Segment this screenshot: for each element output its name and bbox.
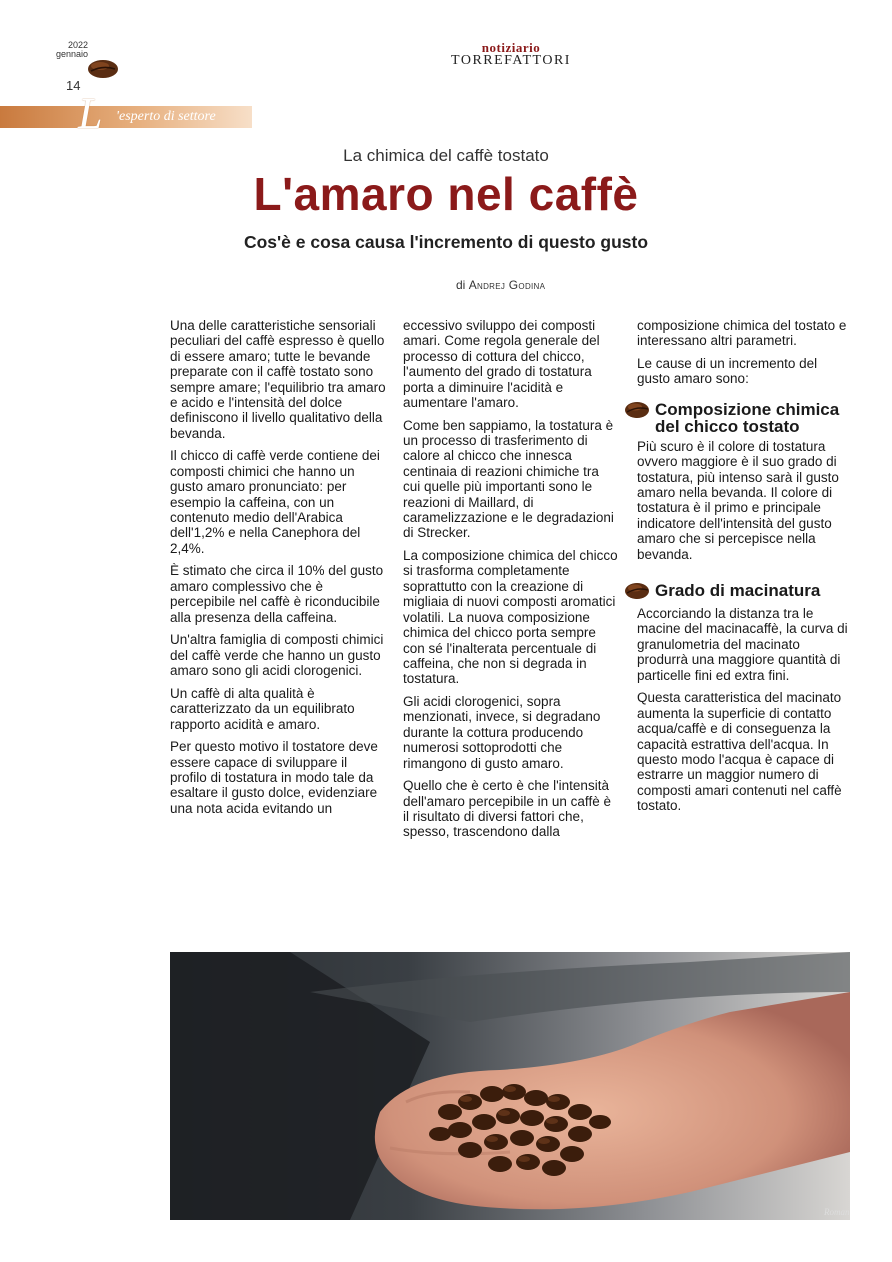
author-name: Andrej Godina bbox=[468, 278, 546, 292]
magazine-subtitle: notiziario bbox=[481, 40, 541, 55]
paragraph: eccessivo sviluppo dei composti amari. Come regola generale del processo di cottura del chicco, l'aumento del grado di tostatura porta a diminuire l'acidità e aumentare l'amaro. bbox=[403, 318, 600, 411]
article-title: L'amaro nel caffè bbox=[253, 168, 639, 220]
article-kicker: La chimica del caffè tostato bbox=[343, 146, 549, 165]
section-initial: L bbox=[78, 89, 103, 138]
section-heading-text: Grado di macinatura bbox=[655, 581, 821, 601]
coffee-bean-icon bbox=[623, 580, 653, 602]
hand-with-coffee-beans-photo bbox=[170, 952, 850, 1220]
text-column-3 bbox=[637, 318, 853, 821]
section-heading-grinding bbox=[623, 582, 853, 602]
issue-month: gennaio bbox=[55, 49, 88, 59]
paragraph: Accorciando la distanza tra le macine del macinacaffè, la curva di granulometria del macinato produrrà una maggiore quantità di particelle fini ed extra fini. bbox=[637, 606, 848, 683]
byline-prefix: di bbox=[456, 278, 466, 292]
text-column-1 bbox=[170, 318, 386, 823]
paragraph: Gli acidi clorogenici, sopra menzionati, invece, si degradano durante la cottura producendo numerosi sottoprodotti che rimangono di gusto amaro. bbox=[403, 693, 601, 771]
coffee-bean-icon bbox=[86, 58, 120, 80]
issue-year: 2022 bbox=[67, 40, 88, 50]
paragraph: Come ben sappiamo, la tostatura è un processo di trasferimento di calore al chicco che innesca centinaia di reazioni chimiche tra cui quelle più importanti sono le reazioni di Maillard, di caramelizzazione e le degradazioni di Strecker. bbox=[403, 417, 614, 541]
section-heading-composition bbox=[623, 401, 853, 435]
paragraph: Le cause di un incremento del gusto amaro sono: bbox=[637, 356, 818, 387]
magazine-name: TORREFATTORI bbox=[451, 53, 571, 68]
article-subtitle: Cos'è e cosa causa l'incremento di questo gusto bbox=[243, 232, 649, 252]
coffee-bean-icon bbox=[623, 399, 653, 421]
section-heading-text: Composizione chimica del chicco tostato bbox=[655, 399, 840, 436]
paragraph: Per questo motivo il tostatore deve essere capace di sviluppare il profilo di tostatura in modo tale da esaltare il gusto dolce, evidenziare una nota acida evitando un bbox=[170, 739, 378, 816]
paragraph: Quello che è certo è che l'intensità dell'amaro percepibile in un caffè è il risultato di diversi fattori che, spesso, trascendono dalla bbox=[403, 778, 611, 840]
paragraph: Il chicco di caffè verde contiene dei composti chimici che hanno un gusto amaro pronunciato: per esempio la caffeina, con un contenuto medio dell'Arabica dell'1,2% e nella Canephora del 2,4%. bbox=[170, 448, 380, 556]
paragraph: Un'altra famiglia di composti chimici del caffè verde che hanno un gusto amaro sono gli acidi clorogenici. bbox=[170, 632, 384, 679]
photo-credit: Roman bbox=[824, 1207, 850, 1217]
page-number: 14 bbox=[66, 78, 81, 93]
byline bbox=[456, 278, 545, 292]
paragraph: Questa caratteristica del macinato aumenta la superficie di contatto acqua/caffè e di conseguenza la capacità estrattiva dell'acqua. In questo modo l'acqua è capace di estrarre un maggior numero di composti amari contenuti nel caffè tostato. bbox=[637, 690, 842, 814]
section-label: 'esperto di settore bbox=[116, 109, 216, 124]
paragraph: Un caffè di alta qualità è caratterizzato da un equilibrato rapporto acidità e amaro. bbox=[170, 685, 355, 732]
paragraph: La composizione chimica del chicco si trasforma completamente soprattutto con la creazione di migliaia di nuovi composti aromatici volatili. La nuova composizione chimica del chicco porta sempre con sé l'inalterata percentuale di caffeina, che non si degrada in tostatura. bbox=[403, 548, 618, 687]
text-column-2 bbox=[403, 318, 619, 847]
paragraph: Una delle caratteristiche sensoriali peculiari del caffè espresso è quello di essere amaro; tutte le bevande preparate con il caffè tostato sono sempre amare; l'equilibrio tra amaro e acido e l'intensità del dolce definiscono il livello qualitativo della bevanda. bbox=[170, 318, 386, 441]
paragraph: composizione chimica del tostato e interessano altri parametri. bbox=[637, 318, 847, 349]
paragraph: Più scuro è il colore di tostatura ovvero maggiore è il suo grado di tostatura, più intenso sarà il gusto amaro nella bevanda. Il colore di tostatura è il primo e principale indicatore dell'intensità del gusto amaro che si percepisce nella bevanda. bbox=[637, 438, 839, 562]
paragraph: È stimato che circa il 10% del gusto amaro complessivo che è percepibile nel caffè è riconducibile alla presenza della caffeina. bbox=[170, 563, 384, 625]
